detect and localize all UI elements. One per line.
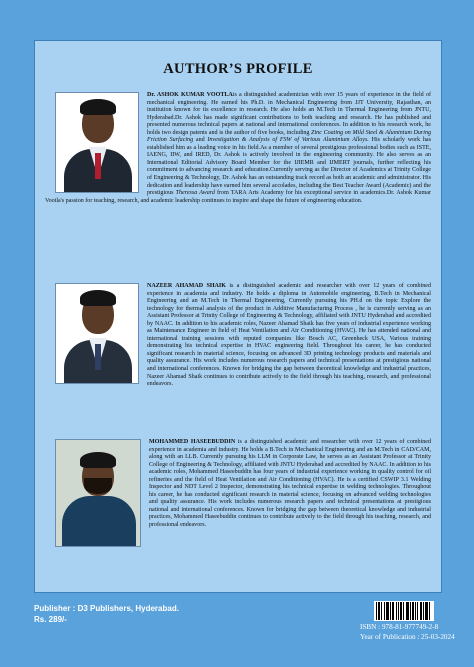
author-name-1: Dr. ASHOK KUMAR VOOTLA — [147, 92, 233, 98]
publisher-line: Publisher : D3 Publishers, Hyderabad. — [34, 604, 179, 613]
author-photo-3 — [55, 439, 141, 547]
barcode-icon — [374, 601, 434, 621]
author-name-3: MOHAMMED HASEEBUDDIN — [149, 439, 236, 445]
author-profile-panel — [34, 40, 442, 593]
page-title: AUTHOR’S PROFILE — [163, 61, 313, 77]
price-line: Rs. 289/- — [34, 615, 67, 624]
author-bio-2: NAZEER AHAMAD SHAIK is a distinguished academic and researcher with over 12 years of combined experience in academia and industry. He holds a diploma in Automobile engineering, B.Tech in Mechanical Engineering and an M.Tech in Thermal Engineering, Currently pursuing his PH.d on the topic Explore the technology for thermal analysis of the product in Additive Manufacturing Process , he is currently serving as an Assistant Professor at Trinity College of Engineering & Technology, affiliated with JNTU Hyderabad and accredited by NAAC. In addition to his academic roles, Nazeer Ahamad Shaik has five years of industrial experience working as Maintenance Engineer in field of Heat Ventilation and Air Conditioning (HVAC). He has attended national and international training sessions with reputed companies like Bosch AC, Greenheck USA, Various training demonstrating his technical expertise in HVAC engineering field. Throughout his career, he has conducted significant research in material science, focusing on advanced 3D printing technology products and materials and quality assurance. His work includes numerous research papers and technical presentations at prestigious national and international conferences. Known for bridging the gap between theoretical knowledge and industrial practices, Nazeer Ahamad Shaik continues to contribute actively to the field through his teaching, research, and professional endeavors. — [45, 283, 431, 389]
author-bio-3: MOHAMMED HASEEBUDDIN is a distinguished academic and researcher with over 12 years of combined experience in academia and industry. He holds a B.Tech in Mechanical Engineering and an M.Tech in CAD/CAM, along with an LLB. Currently pursuing his LLM in Corporate Law, he serves as an Assistant Professor at Trinity College of Engineering & Technology, affiliated with JNTU Hyderabad and accredited by NAAC. In addition to his academic roles, Mohammed Haseebuddin has four years of industrial experience working in quality control for oil refineries and the field of Heat Ventilation and Air Conditioning (HVAC). He is a certified CSWIP 3.1 Welding Inspector and NDT Level 2 Inspector, demonstrating his technical expertise in welding technologies. Throughout his career, he has conducted significant research in material science, focusing on advanced welding technologies and quality assurance. His work includes numerous research papers and technical presentations at prestigious national and international conferences. Known for bridging the gap between theoretical knowledge and industrial practices, Mohammed Haseebuddin continues to contribute actively to the field through his teaching, research, and professional endeavors. — [45, 439, 431, 548]
author-photo-2 — [55, 283, 139, 384]
author-bio-1: Dr. ASHOK KUMAR VOOTLAis a distinguished academician with over 15 years of experience in the field of mechanical engineering. He earned his Ph.D. in Mechanical Engineering from JJT University, Rajasthan, an institution known for its excellence in research. He also holds an M.Tech in Thermal Engineering from JNTU, Hyderabad.Dr. Ashok has made significant contributions to both teaching and research. He has published and presented numerous technical papers at national and international conferences. In addition to his research work, he holds two design patents and is the author of five books, including Zinc Coating on Mild Steel & Aluminium During Friction Surfacing and Investigation & Analysis of FSW of Various Aluminium Alloys. His scholarly work has established him as a leading voice in his field.As a member of several prestigious professional bodies such as ISTE, IAENG, IIW, and IRED, Dr. Ashok is actively involved in the engineering community. He also serves as an International Editorial Advisory Board Member for the IJIEMR and IJMERT journals, further reflecting his commitment to advancing research and education.Currently serving as the Director of Academics at Trinity College of Engineering & Technology, Dr. Ashok has an outstanding track record as both an academic and administrator. His dedication and leadership have earned him several accolades, including the Best Teacher Award (Academic) and the prestigious Theressa Award from TARA Arts Academy for his exceptional service in academics.Dr. Ashok Kumar Vootla's passion for teaching, research, and academic leadership continues to inspire and shape the future of engineering education. — [45, 92, 431, 204]
author-photo-1 — [55, 92, 139, 193]
author-name-2: NAZEER AHAMAD SHAIK — [147, 283, 226, 289]
isbn-line: ISBN : 978-81-977749-2-8 — [360, 623, 439, 631]
publication-year-line: Year of Publication : 25-03-2024 — [360, 633, 455, 641]
